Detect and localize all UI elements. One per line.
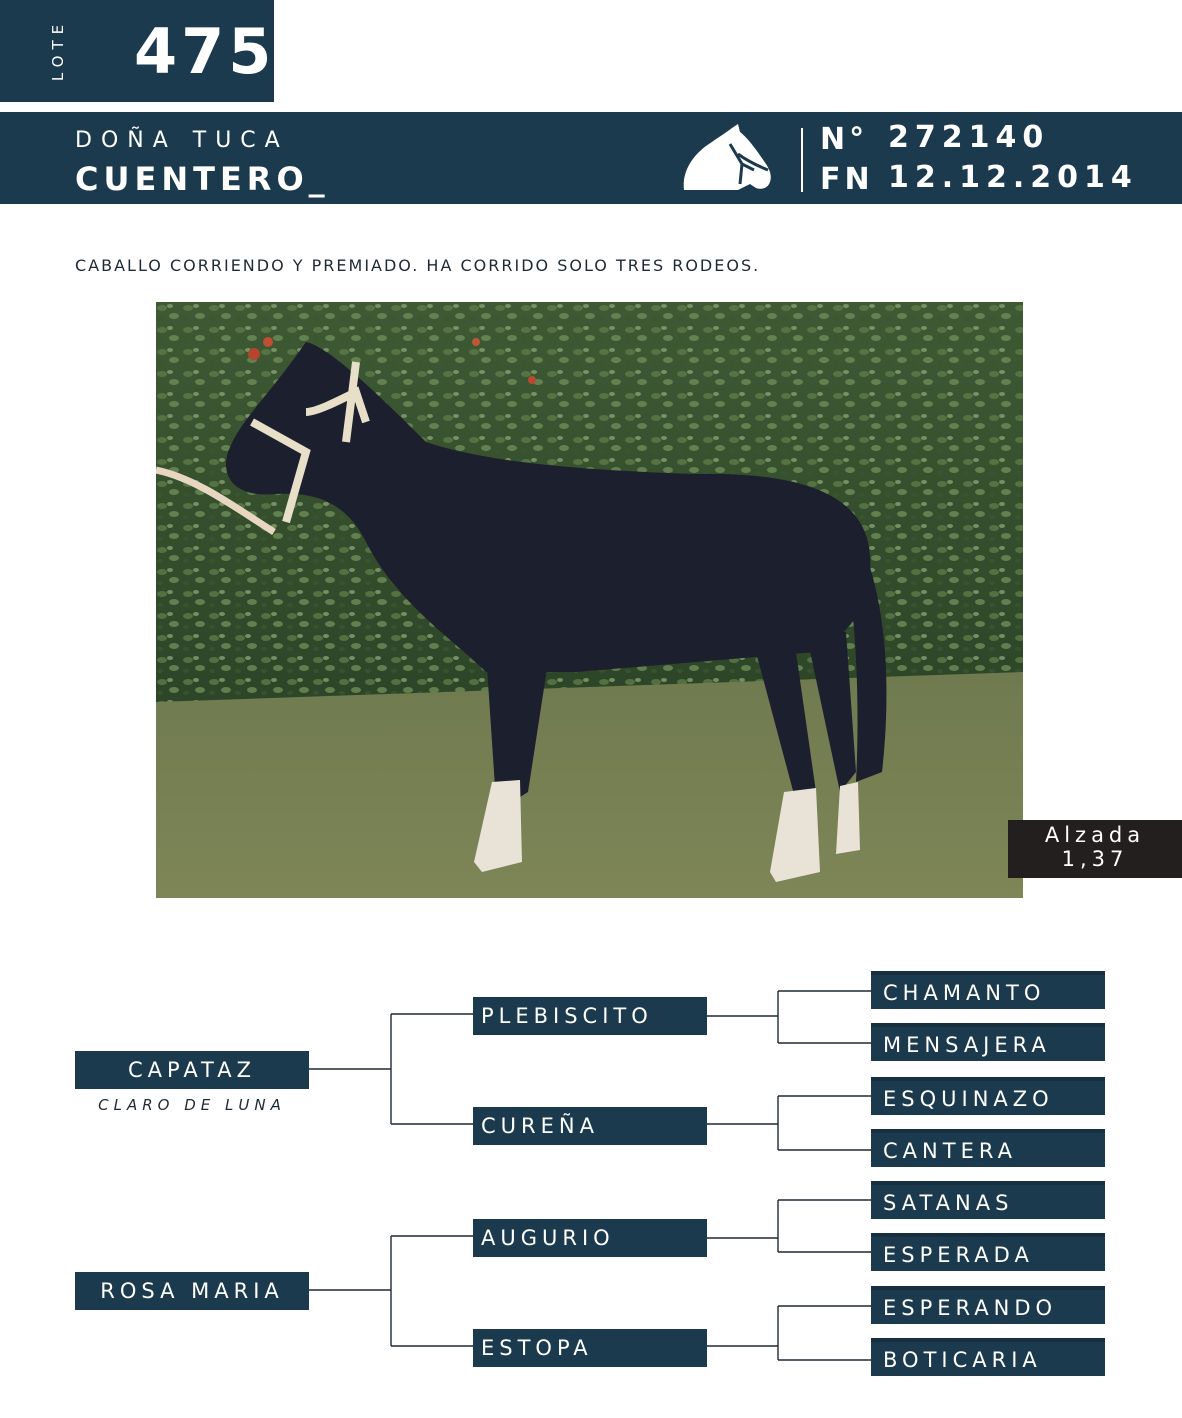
sire-dam-box: CUREÑA xyxy=(473,1107,707,1145)
mother-name: DOÑA TUCA xyxy=(75,128,289,153)
registration-label: N° xyxy=(820,122,869,157)
horse-name: CUENTERO_ xyxy=(75,160,330,198)
grandparent-box: SATANAS xyxy=(871,1181,1105,1219)
grandparent-box: CHAMANTO xyxy=(871,971,1105,1009)
sire-sire-box: PLEBISCITO xyxy=(473,997,707,1035)
birth-date-label: FN xyxy=(820,162,874,197)
grandparent-box: BOTICARIA xyxy=(871,1338,1105,1376)
dam-box: ROSA MARIA xyxy=(75,1272,309,1310)
birth-date: 12.12.2014 xyxy=(888,160,1138,195)
grandparent-box: ESPERANDO xyxy=(871,1286,1105,1324)
description: CABALLO CORRIENDO Y PREMIADO. HA CORRIDO SOLO TRES RODEOS. xyxy=(75,256,761,275)
lote-number: 475 xyxy=(134,15,276,88)
alzada-value: 1,37 xyxy=(1061,847,1129,871)
grandparent-box: MENSAJERA xyxy=(871,1023,1105,1061)
grandparent-box: CANTERA xyxy=(871,1129,1105,1167)
dam-sire-box: AUGURIO xyxy=(473,1219,707,1257)
dam-dam-box: ESTOPA xyxy=(473,1329,707,1367)
grandparent-box: ESPERADA xyxy=(871,1233,1105,1271)
grandparent-box: ESQUINAZO xyxy=(871,1077,1105,1115)
alzada-label: Alzada xyxy=(1044,823,1146,847)
sire-box: CAPATAZ xyxy=(75,1051,309,1089)
sire-subtitle: CLARO DE LUNA xyxy=(98,1096,286,1114)
lote-label: LOTE xyxy=(49,18,67,82)
registration-number: 272140 xyxy=(888,120,1050,155)
